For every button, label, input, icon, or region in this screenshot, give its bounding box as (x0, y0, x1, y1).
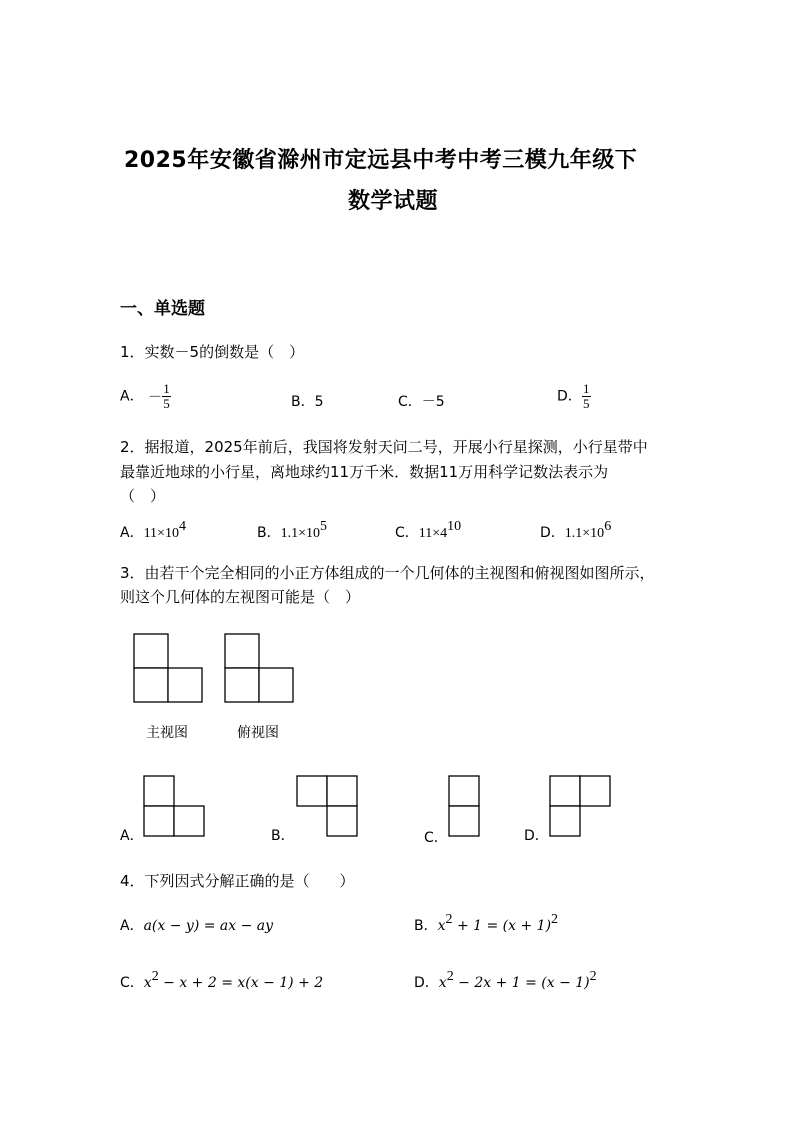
q4-option-c-sup1: 2 (151, 969, 159, 984)
q4-option-c-var: x (143, 975, 152, 991)
cube-square (144, 806, 174, 836)
q1-option-a[interactable] (120, 382, 171, 411)
q4-option-c-label: C． (120, 975, 144, 991)
q2-option-a-label: A． (120, 525, 144, 541)
q3-option-d-figure[interactable] (546, 772, 616, 842)
q3-option-c-figure[interactable] (445, 772, 485, 842)
q2-option-a-base: 11×10 (143, 526, 179, 541)
question-4-text: 4．下列因式分解正确的是（ ） (120, 872, 355, 890)
frac-numerator: 1 (163, 381, 170, 396)
q4-option-a-label: A． (120, 918, 144, 934)
q4-option-d[interactable] (414, 969, 597, 992)
top-view-figure (221, 630, 301, 708)
cube-square (580, 776, 610, 806)
q4-option-c[interactable] (120, 969, 324, 992)
q4-option-d-rest: − 2x + 1 = (x − 1) (453, 975, 590, 991)
q2-option-d-exp: 6 (604, 519, 612, 534)
section-heading: 一、单选题 (120, 299, 205, 319)
q1-option-b[interactable]: B．5 (291, 394, 324, 410)
cube-square (297, 776, 327, 806)
question-3-line1: 3．由若干个完全相同的小正方体组成的一个几何体的主视图和俯视图如图所示， (120, 564, 655, 582)
front-view-caption: 主视图 (146, 725, 188, 741)
q4-option-d-label: D． (414, 975, 439, 991)
question-2-line1: 2．据报道，2025年前后，我国将发射天问二号，开展小行星探测，小行星带中 (120, 438, 648, 456)
q3-option-b-label[interactable]: B． (271, 828, 295, 844)
q1-option-d[interactable] (557, 382, 591, 411)
cube-square (225, 634, 259, 668)
q4-option-b-sup1: 2 (445, 912, 453, 927)
q2-option-d[interactable] (540, 519, 612, 542)
q4-option-d-var: x (438, 975, 447, 991)
q2-option-c-label: C． (395, 525, 419, 541)
question-3-line2: 则这个几何体的左视图可能是（ ） (120, 588, 361, 606)
q3-option-d-label[interactable]: D． (524, 828, 549, 844)
q4-option-b[interactable] (414, 912, 559, 935)
frac-denominator: 5 (583, 396, 590, 411)
q3-option-a-label[interactable]: A． (120, 828, 144, 844)
cube-square (550, 806, 580, 836)
q2-option-c-exp: 10 (447, 519, 462, 534)
q2-option-d-base: 1.1×10 (564, 526, 605, 541)
cube-square (174, 806, 204, 836)
q3-option-a-figure[interactable] (140, 772, 210, 842)
q1-option-a-fraction (162, 382, 171, 411)
q2-option-a-exp: 4 (178, 519, 186, 534)
q1-option-a-label: A． (120, 388, 144, 405)
page-subtitle: 数学试题 (348, 189, 439, 214)
q4-option-a-expr: a(x − y) = ax − ay (143, 918, 274, 934)
cube-square (144, 776, 174, 806)
q2-option-b-label: B． (257, 525, 281, 541)
q2-option-b-base: 1.1×10 (280, 526, 321, 541)
q2-option-b-exp: 5 (320, 519, 328, 534)
q4-option-b-rest: + 1 = (x + 1) (452, 918, 552, 934)
cube-square (168, 668, 202, 702)
q4-option-d-sup2: 2 (589, 969, 597, 984)
cube-square (259, 668, 293, 702)
q2-option-c[interactable] (395, 519, 462, 542)
q2-option-a[interactable] (120, 519, 186, 542)
q1-option-c[interactable]: C．－5 (398, 394, 445, 410)
frac-denominator: 5 (163, 396, 170, 411)
q3-option-b-figure[interactable] (293, 772, 363, 842)
cube-square (449, 776, 479, 806)
q3-option-c-label[interactable]: C． (424, 830, 448, 846)
cube-square (449, 806, 479, 836)
q2-option-b[interactable] (257, 519, 328, 542)
question-2-line3: （ ） (120, 487, 166, 505)
q4-option-d-sup1: 2 (446, 969, 454, 984)
q2-option-c-base: 11×4 (418, 526, 448, 541)
cube-square (327, 776, 357, 806)
cube-square (134, 668, 168, 702)
page-title: 2025年安徽省滁州市定远县中考中考三模九年级下 (124, 148, 638, 173)
q2-option-d-label: D． (540, 525, 565, 541)
cube-square (327, 806, 357, 836)
q4-option-b-label: B． (414, 918, 438, 934)
q1-option-d-label: D． (557, 388, 582, 405)
front-view-figure (130, 630, 210, 708)
q4-option-b-var: x (437, 918, 446, 934)
question-2-line2: 最靠近地球的小行星，离地球约11万千米．数据11万用科学记数法表示为 (120, 463, 609, 481)
q1-option-d-fraction (582, 382, 591, 411)
q4-option-c-rest: − x + 2 = x(x − 1) + 2 (158, 975, 324, 991)
cube-square (134, 634, 168, 668)
cube-square (225, 668, 259, 702)
frac-numerator: 1 (583, 381, 590, 396)
q4-option-b-sup2: 2 (551, 912, 559, 927)
cube-square (550, 776, 580, 806)
q4-option-a[interactable] (120, 915, 273, 935)
top-view-caption: 俯视图 (237, 725, 279, 741)
question-1-text: 1．实数－5的倒数是（ ） (120, 343, 305, 361)
q1-option-a-sign: － (148, 390, 163, 406)
